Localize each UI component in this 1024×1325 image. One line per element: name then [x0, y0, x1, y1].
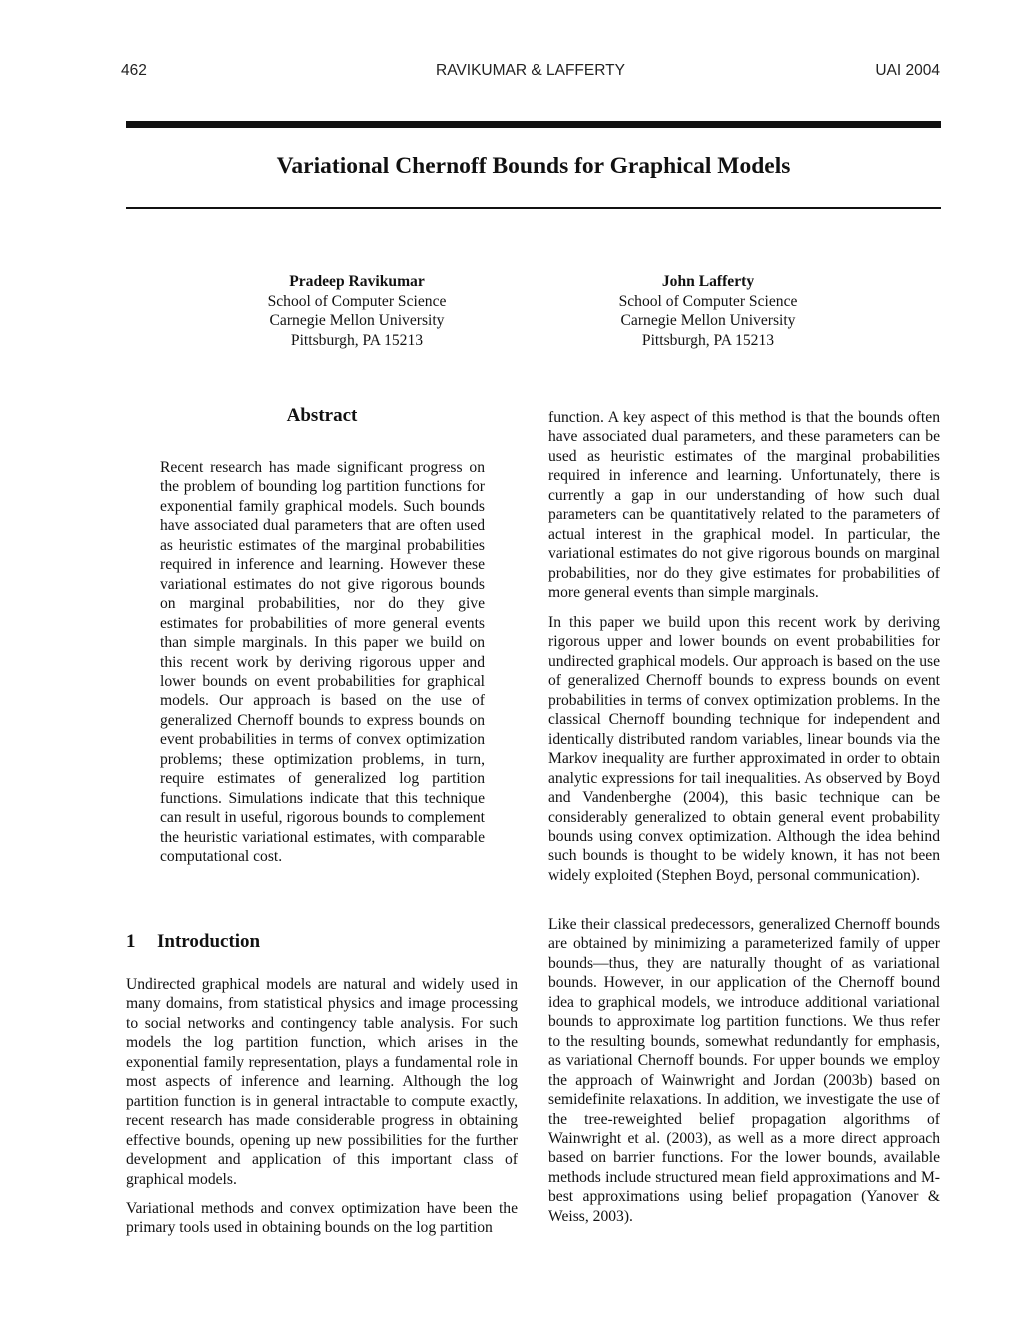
abstract-heading: Abstract — [286, 405, 358, 426]
section-number: 1 — [126, 931, 136, 952]
section-heading-introduction — [126, 930, 518, 954]
running-head-venue: UAI 2004 — [875, 62, 940, 79]
author-affiliation: Carnegie Mellon University — [620, 312, 796, 329]
author-address: Pittsburgh, PA 15213 — [290, 331, 424, 349]
abstract-body: Recent research has made significant progress on the problem of bounding log partition functions for exponential family graphical models. Such bounds have associated dual parameters that are often used as heuristic estimates of the marginal probabilities required in inference and learning. However these variational estimates do not give rigorous bounds on marginal probabilities, nor do they give estimates for probabilities of more general events than simple marginals. In this paper we build on this recent work by deriving rigorous upper and lower bounds on event probabilities for graphical models. Our approach is based on the use of generalized Chernoff bounds to express bounds on event probabilities in terms of convex optimization problems; these optimization problems, in turn, require estimates of generalized log partition functions. Simulations indicate that this technique can result in useful, rigorous bounds to complement the heuristic variational estimates, with comparable computational cost. — [160, 459, 485, 866]
author-affiliation: Carnegie Mellon University — [269, 312, 445, 329]
author-address: Pittsburgh, PA 15213 — [641, 331, 775, 349]
running-head — [121, 62, 940, 84]
intro-paragraph-3: function. A key aspect of this method is that the bounds often have associated dual parameters, and these parameters can be used as heuristic estimates of the marginal probabilities required in inference and learning. Unfortunately, there is currently a gap in our understanding of how such dual parameters can be quantitatively related to the parameters of actual interest in the graphical model. In particular, the variational estimates do not give rigorous bounds on marginal probabilities, nor do they give estimates for probabilities of more general events than simple marginals. — [548, 409, 940, 602]
author-affiliation: School of Computer Science — [618, 292, 798, 310]
author-block-1 — [207, 272, 507, 350]
intro-paragraph-1: Undirected graphical models are natural and widely used in many domains, from statistical physics and image processing to social networks and contingency table analysis. For such models the log partition function, which arises in the exponential family representation, plays a fundamental role in most aspects of inference and learning. Although the log partition function is in general intractable to compute exactly, recent research has made considerable progress in obtaining effective bounds, opening up new possibilities for the further development and application of this important class of graphical models. — [126, 976, 518, 1188]
intro-paragraph-2: Variational methods and convex optimization have been the primary tools used in obtaining bounds on the log partition — [126, 1200, 518, 1237]
title-bottom-rule — [126, 207, 941, 209]
intro-paragraph-5: Like their classical predecessors, generalized Chernoff bounds are obtained by minimizing a parameterized family of upper bounds—thus, they are naturally thought of as variational bounds. However, in our application of the Chernoff bound idea to graphical models, we introduce additional variational bounds to approximate log partition functions. We thus refer to the resulting bounds, somewhat redundantly for emphasis, as variational Chernoff bounds. For upper bounds we employ the approach of Wainwright and Jordan (2003b) based on semidefinite relaxations. In addition, we investigate the use of the tree-reweighted belief propagation algorithms of Wainwright et al. (2003), as well as a more direct approach based on barrier functions. For the lower bounds, available methods include structured mean field approximations and M-best approximations using belief propagation (Yanover & Weiss, 2003). — [548, 916, 940, 1225]
running-head-authors: RAVIKUMAR & LAFFERTY — [436, 62, 625, 79]
author-block-2 — [558, 272, 858, 350]
page-number: 462 — [121, 62, 147, 79]
title-top-rule — [126, 121, 941, 128]
paper-title: Variational Chernoff Bounds for Graphical Models — [276, 153, 791, 179]
intro-paragraph-4: In this paper we build upon this recent work by deriving rigorous upper and lower bounds on event probabilities for undirected graphical models. Our approach is based on the use of generalized Chernoff bounds to express bounds on event probabilities in terms of convex optimization problems. In the classical Chernoff bounding technique for independent and identically distributed random variables, linear bounds via the Markov inequality are further approximated in order to obtain analytic expressions for tail inequalities. As observed by Boyd and Vandenberghe (2004), this basic technique can be considerably generalized to obtain general event probability bounds using convex optimization. Although the idea behind such bounds is thought to be widely known, it has not been widely exploited (Stephen Boyd, personal communication). — [548, 614, 940, 884]
section-title: Introduction — [157, 931, 261, 952]
author-name: Pradeep Ravikumar — [289, 273, 425, 290]
author-name: John Lafferty — [661, 273, 755, 290]
author-affiliation: School of Computer Science — [267, 292, 447, 310]
